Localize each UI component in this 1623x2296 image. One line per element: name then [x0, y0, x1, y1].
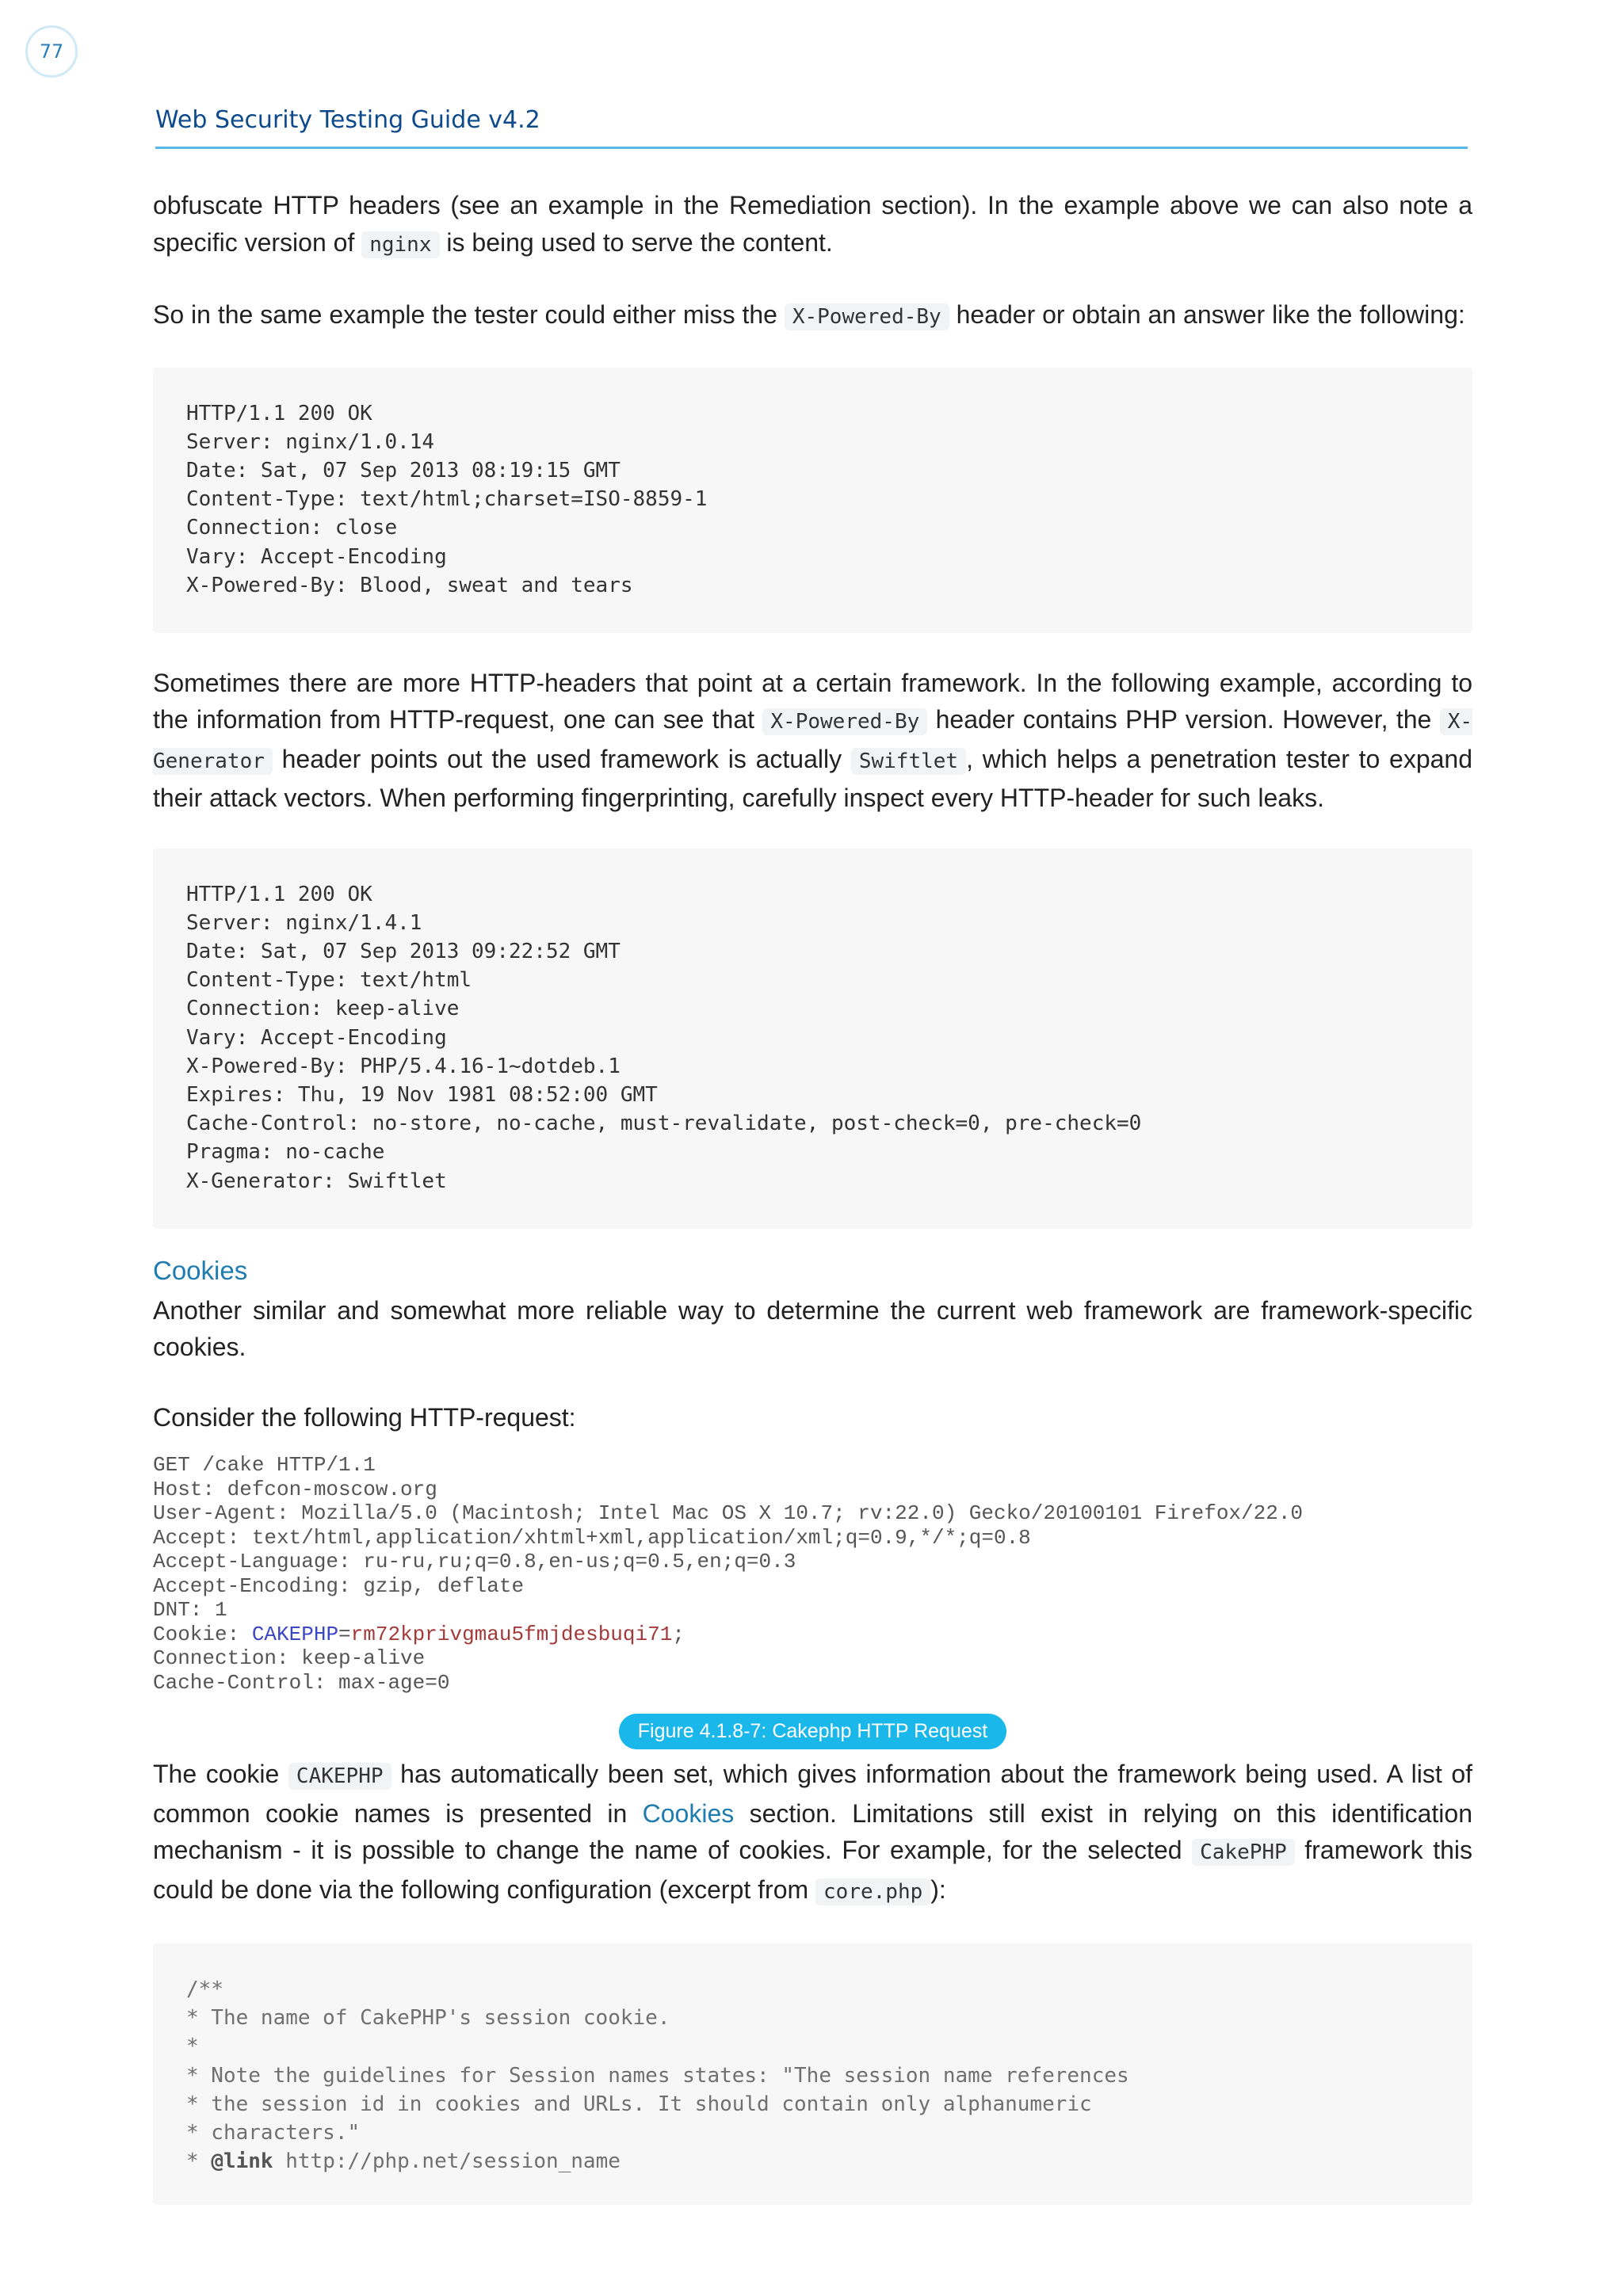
code-line: /**	[186, 1978, 223, 2001]
inline-code: CakePHP	[1192, 1839, 1295, 1866]
code-line: Server: nginx/1.4.1	[186, 910, 422, 935]
code-block-2	[153, 849, 1472, 1229]
inline-code: Swiftlet	[851, 748, 966, 775]
cookie-value: rm72kprivgmau5fmjdesbuqi71	[350, 1622, 673, 1646]
code-line: X-Generator: Swiftlet	[186, 1169, 447, 1193]
code-line: Cache-Control: no-store, no-cache, must-revalidate, post-check=0, pre-check=0	[186, 1112, 1142, 1136]
request-line: Accept-Encoding: gzip, deflate	[153, 1573, 525, 1598]
code-block-3	[153, 1943, 1472, 2205]
code-line: Connection: keep-alive	[186, 997, 460, 1021]
text: header points out the used framework is actually	[281, 744, 842, 773]
text: header contains PHP version. However, the	[935, 705, 1432, 734]
section-heading-cookies: Cookies	[153, 1255, 248, 1285]
request-line: Accept-Language: ru-ru,ru;q=0.8,en-us;q=0.5,en;q=0.3	[153, 1550, 796, 1573]
request-line: User-Agent: Mozilla/5.0 (Macintosh; Intel Mac OS X 10.7; rv:22.0) Gecko/20100101 Firefox/22.0	[153, 1501, 1304, 1525]
figure-caption-wrap	[153, 1714, 1472, 1749]
cookie-suffix: ;	[672, 1622, 685, 1646]
running-title: Web Security Testing Guide v4.2	[155, 106, 540, 134]
text: section. Limitations still exist in relying on this identification mechanism - it is possible to change the name of cookies. For example, for the selected	[153, 1798, 1473, 1864]
request-line: GET /cake HTTP/1.1	[153, 1453, 376, 1477]
cookie-line	[153, 1623, 1318, 1647]
code-line: HTTP/1.1 200 OK	[186, 882, 372, 906]
code-line: * The name of CakePHP's session cookie.	[186, 2006, 670, 2031]
text: framework this could be done via the following configuration (excerpt from	[153, 1836, 1473, 1904]
header-divider	[155, 147, 1468, 149]
cookie-prefix: Cookie:	[153, 1622, 252, 1646]
request-line: Host: defcon-moscow.org	[153, 1477, 437, 1501]
paragraph-5: Consider the following HTTP-request:	[153, 1402, 576, 1432]
cookies-link[interactable]: Cookies	[642, 1798, 735, 1828]
cookie-name: CAKEPHP	[251, 1622, 339, 1646]
code-line: Vary: Accept-Encoding	[186, 1025, 447, 1050]
code-line: *	[186, 2035, 199, 2059]
request-line: Cache-Control: max-age=0	[153, 1670, 450, 1695]
code-line: HTTP/1.1 200 OK	[186, 401, 372, 425]
text: ):	[930, 1875, 946, 1904]
comment-prefix: *	[186, 2149, 212, 2174]
paragraph-4: Another similar and somewhat more reliable way to determine the current web framework are framework-specific cookies.	[153, 1295, 1472, 1361]
code-line: * characters."	[186, 2121, 361, 2145]
inline-code: X-Powered-By	[762, 708, 927, 735]
code-line: Content-Type: text/html	[186, 968, 472, 993]
code-line: Vary: Accept-Encoding	[186, 544, 447, 569]
text: Sometimes there are more HTTP-headers that point at a certain framework. In the following example, according to the information from HTTP-request, one can see that	[153, 668, 1472, 734]
request-line: Connection: keep-alive	[153, 1646, 426, 1670]
text: has automatically been set, which gives information about the framework being used. A list of common cookie names is presented in	[153, 1760, 1473, 1828]
text: header or obtain an answer like the following:	[956, 300, 1465, 329]
code-line: Date: Sat, 07 Sep 2013 09:22:52 GMT	[186, 939, 621, 963]
request-line: DNT: 1	[153, 1598, 227, 1622]
text: The cookie	[153, 1760, 280, 1788]
inline-code: X-Powered-By	[785, 303, 949, 330]
inline-code: core.php	[815, 1878, 930, 1905]
code-line: Content-Type: text/html;charset=ISO-8859-1	[186, 487, 708, 512]
code-line	[186, 2147, 1439, 2176]
text: obfuscate HTTP headers (see an example in the Remediation section). In the example above we can also note a specific version of	[153, 191, 1472, 257]
code-block-1	[153, 368, 1472, 633]
text: So in the same example the tester could either miss the	[153, 300, 777, 329]
doc-tag: @link	[211, 2149, 273, 2174]
doc-tag-value: http://php.net/session_name	[273, 2149, 621, 2174]
code-line: X-Powered-By: Blood, sweat and tears	[186, 573, 633, 597]
code-line: Expires: Thu, 19 Nov 1981 08:52:00 GMT	[186, 1082, 658, 1107]
paragraph-6	[153, 1756, 1472, 1910]
code-line: * Note the guidelines for Session names states: "The session name references	[186, 2063, 1129, 2088]
paragraph-1	[153, 187, 1472, 263]
code-line: Connection: close	[186, 516, 398, 540]
paragraph-3	[153, 665, 1472, 817]
page-number: 77	[25, 25, 78, 78]
request-line: Accept: text/html,application/xhtml+xml,application/xml;q=0.9,*/*;q=0.8	[153, 1525, 1031, 1550]
text: is being used to serve the content.	[446, 227, 833, 257]
inline-code: CAKEPHP	[288, 1763, 391, 1790]
code-line: Server: nginx/1.0.14	[186, 429, 435, 454]
text: , which helps a penetration tester to expand their attack vectors. When performing fingerprinting, carefully inspect every HTTP-header for such leaks.	[153, 744, 1473, 812]
main-content	[153, 187, 1472, 2205]
code-line: * the session id in cookies and URLs. It should contain only alphanumeric	[186, 2092, 1092, 2116]
paragraph-2	[153, 296, 1472, 336]
figure-http-request	[153, 1453, 1318, 1695]
inline-code: X-Generator	[153, 710, 1473, 773]
code-line: X-Powered-By: PHP/5.4.16-1~dotdeb.1	[186, 1054, 621, 1078]
inline-code: nginx	[361, 231, 439, 258]
code-line: Pragma: no-cache	[186, 1140, 385, 1165]
cookie-equals: =	[338, 1622, 351, 1646]
figure-caption: Figure 4.1.8-7: Cakephp HTTP Request	[619, 1714, 1006, 1749]
code-line: Date: Sat, 07 Sep 2013 08:19:15 GMT	[186, 458, 621, 482]
